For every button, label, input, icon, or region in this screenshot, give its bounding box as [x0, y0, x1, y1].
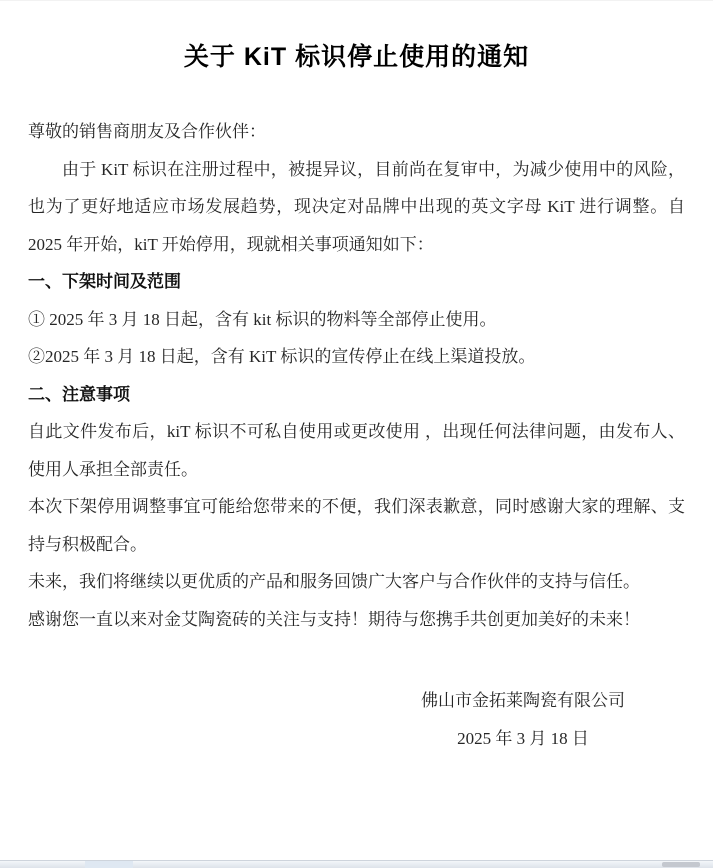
greeting-line: 尊敬的销售商朋友及合作伙伴： — [28, 122, 266, 141]
section2-paragraph-4: 感谢您一直以来对金艾陶瓷砖的关注与支持！期待与您携手共创更加美好的未来！ — [28, 609, 640, 629]
section2-paragraph-3: 未来，我们将继续以更优质的产品和服务回馈广大客户与合作伙伴的支持与信任。 — [28, 572, 640, 591]
document-title: 关于 KiT 标识停止使用的通知 — [183, 43, 530, 71]
horizontal-scrollbar-thumb[interactable] — [662, 862, 700, 867]
scrollbar-track-highlight — [85, 861, 133, 868]
signature-date: 2025 年 3 月 18 日 — [457, 728, 589, 748]
notice-document-body — [0, 1, 713, 757]
section1-item-1: ① 2025 年 3 月 18 日起，含有 kit 标识的物料等全部停止使用。 — [28, 309, 497, 329]
section1-item-2: ②2025 年 3 月 18 日起，含有 KiT 标识的宣传停止在线上渠道投放。 — [28, 347, 536, 366]
section1-heading: 一、下架时间及范围 — [28, 272, 181, 291]
section2-paragraph-2: 本次下架停用调整事宜可能给您带来的不便，我们深表歉意，同时感谢大家的理解、支持与积极配合。 — [28, 497, 685, 554]
signature-company: 佛山市金拓莱陶瓷有限公司 — [421, 691, 625, 710]
horizontal-scrollbar-track[interactable] — [0, 860, 713, 868]
intro-paragraph: 由于 KiT 标识在注册过程中，被提异议，目前尚在复审中，为减少使用中的风险，也为了更好地适应市场发展趋势，现决定对品牌中出现的英文字母 KiT 进行调整。自 2025 年开始，kiT 开始停用，现就相关事项通知如下： — [28, 159, 685, 254]
section2-heading: 二、注意事项 — [28, 384, 130, 404]
signature-block — [421, 682, 625, 757]
section2-paragraph-1: 自此文件发布后，kiT 标识不可私自使用或更改使用 ，出现任何法律问题，由发布人、使用人承担全部责任。 — [28, 422, 685, 479]
